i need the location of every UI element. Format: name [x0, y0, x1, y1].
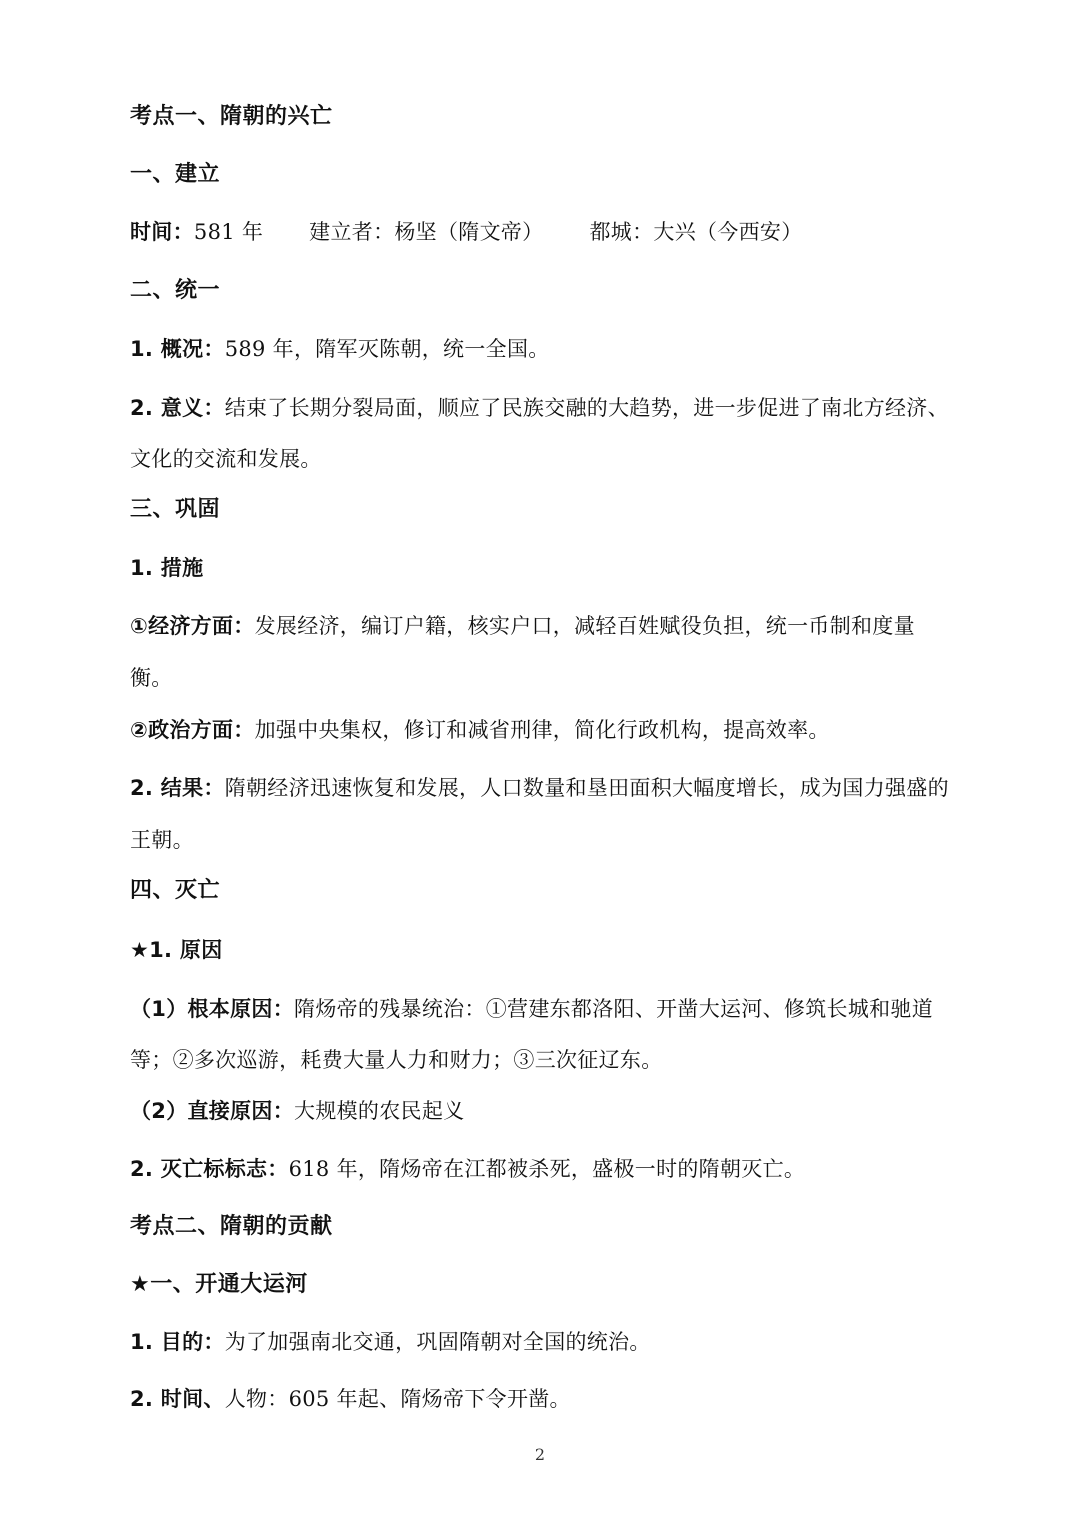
root-cause-text-2: 等；②多次巡游，耗费大量人力和财力；③三次征辽东。	[130, 1048, 663, 1072]
fall-marker-text: 618 年，隋炀帝在江都被杀死，盛极一时的隋朝灭亡。	[288, 1157, 806, 1181]
unification-overview-line	[130, 334, 960, 364]
capital-value: 大兴（今西安）	[653, 220, 803, 244]
founder-value: 杨坚（隋文帝）	[394, 220, 544, 244]
overview-label: 1. 概况：	[130, 337, 225, 361]
time-label: 时间：	[130, 220, 194, 244]
direct-cause-text: 大规模的农民起义	[294, 1099, 465, 1123]
fall-marker-label: 2. 灭亡标标志：	[130, 1157, 289, 1181]
result-text-1: 隋朝经济迅速恢复和发展，人口数量和垦田面积大幅度增长，成为国力强盛的	[224, 776, 949, 800]
canal-purpose-line	[130, 1327, 960, 1357]
overview-text: 589 年，隋军灭陈朝，统一全国。	[224, 337, 550, 361]
economic-label: ①经济方面：	[130, 614, 255, 638]
consolidation-result-line-1	[130, 773, 960, 803]
canal-time-people-line	[130, 1384, 960, 1414]
significance-label: 2. 意义：	[130, 396, 225, 420]
direct-cause-label: （2）直接原因：	[130, 1099, 295, 1123]
causes-label: ★1. 原因	[130, 938, 223, 962]
consolidation-result-line-2	[130, 825, 960, 855]
political-measures-line	[130, 715, 960, 745]
time-people-text: 人物：605 年起、隋炀帝下令开凿。	[224, 1387, 571, 1411]
unification-significance-line-1	[130, 393, 960, 423]
result-label: 2. 结果：	[130, 776, 225, 800]
economic-text-2: 衡。	[130, 666, 173, 690]
measures-label: 1. 措施	[130, 556, 204, 580]
significance-text-1: 结束了长期分裂局面，顺应了民族交融的大趋势，进一步促进了南北方经济、	[224, 396, 949, 420]
section-title-sui-contributions: 考点二、隋朝的贡献	[130, 1214, 333, 1239]
root-cause-text-1: 隋炀帝的残暴统治：①营建东都洛阳、开凿大运河、修筑长城和驰道	[294, 997, 934, 1021]
heading-grand-canal: ★一、开通大运河	[130, 1272, 308, 1297]
time-value: 581 年	[193, 220, 264, 244]
economic-measures-line-2	[130, 663, 960, 693]
economic-text-1: 发展经济，编订户籍，核实户口，减轻百姓赋役负担，统一币制和度量	[254, 614, 915, 638]
root-cause-line-1	[130, 994, 960, 1024]
page-number: 2	[534, 1445, 546, 1464]
significance-text-2: 文化的交流和发展。	[130, 447, 322, 471]
capital-label: 都城：	[589, 220, 654, 244]
establishment-facts-line	[130, 217, 960, 247]
heading-fall: 四、灭亡	[130, 878, 221, 903]
direct-cause-line	[130, 1096, 960, 1126]
political-label: ②政治方面：	[130, 718, 255, 742]
economic-measures-line-1	[130, 611, 960, 641]
heading-consolidation: 三、巩固	[130, 497, 221, 522]
political-text: 加强中央集权，修订和减省刑律，简化行政机构，提高效率。	[254, 718, 830, 742]
section-title-sui-rise-fall: 考点一、隋朝的兴亡	[130, 104, 333, 129]
fall-marker-line	[130, 1154, 960, 1184]
purpose-text: 为了加强南北交通，巩固隋朝对全国的统治。	[224, 1330, 651, 1354]
root-cause-label: （1）根本原因：	[130, 997, 295, 1021]
time-people-label: 2. 时间、	[130, 1387, 225, 1411]
root-cause-line-2	[130, 1045, 960, 1075]
heading-unification: 二、统一	[130, 278, 221, 303]
heading-establishment: 一、建立	[130, 162, 221, 187]
purpose-label: 1. 目的：	[130, 1330, 225, 1354]
result-text-2: 王朝。	[130, 828, 194, 852]
unification-significance-line-2	[130, 444, 960, 474]
founder-label: 建立者：	[309, 220, 395, 244]
